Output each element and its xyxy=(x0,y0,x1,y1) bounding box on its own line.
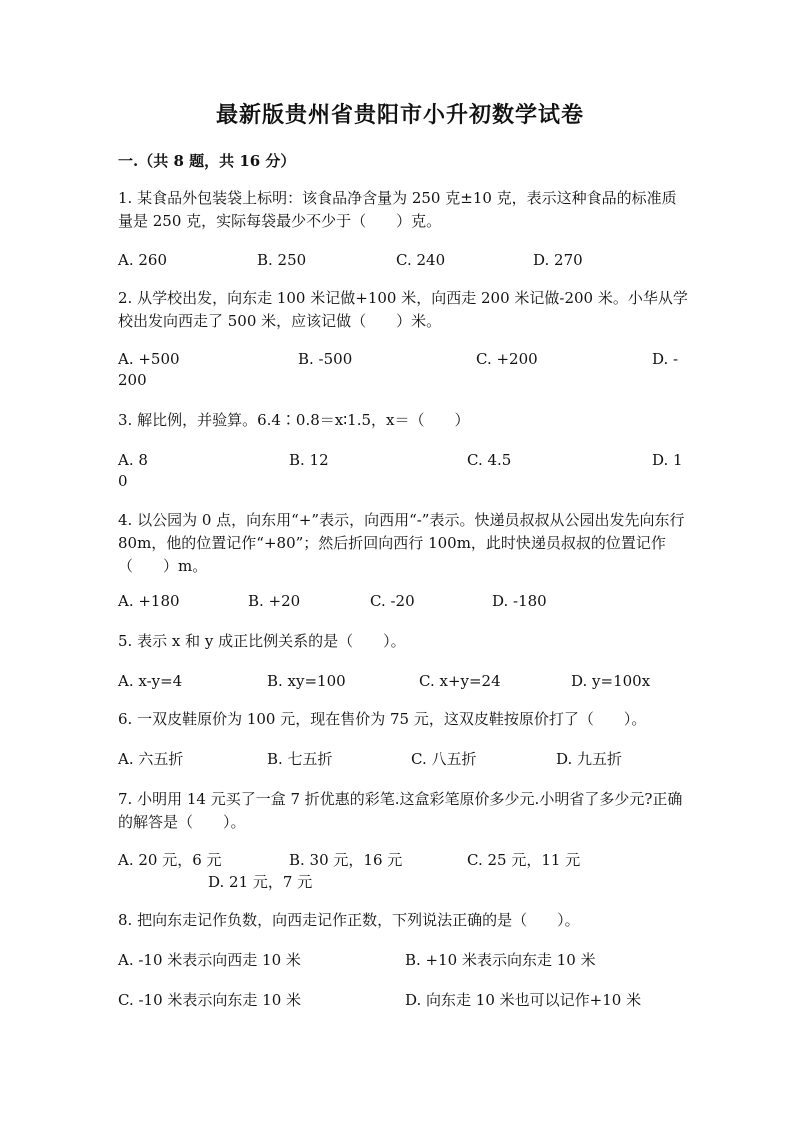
option-d: D. 270 xyxy=(533,251,583,269)
option-d: D. 1 xyxy=(652,451,683,469)
option-b: B. -500 xyxy=(298,350,353,368)
option-c: C. +200 xyxy=(476,350,538,368)
option-d: D. -180 xyxy=(492,592,547,610)
option-d-continued: 200 xyxy=(118,371,147,389)
option-a: A. -10 米表示向西走 10 米 xyxy=(118,951,301,969)
option-a: A. 8 xyxy=(118,451,148,469)
option-a: A. +500 xyxy=(118,350,180,368)
option-c: C. 4.5 xyxy=(467,451,512,469)
section-heading: 一.（共 8 题，共 16 分） xyxy=(118,152,296,170)
option-a: A. x-y=4 xyxy=(118,672,183,690)
question-stem: 5. 表示 x 和 y 成正比例关系的是（ ）。 xyxy=(118,632,406,650)
option-a: A. 六五折 xyxy=(118,750,184,768)
option-b: B. 250 xyxy=(257,251,307,269)
option-b: B. 七五折 xyxy=(267,750,333,768)
question-stem: 3. 解比例，并验算。6.4∶0.8＝x∶1.5，x＝（ ） xyxy=(118,411,470,429)
option-b: B. 12 xyxy=(289,451,329,469)
option-c: C. 240 xyxy=(396,251,446,269)
option-b: B. 30 元，16 元 xyxy=(289,851,403,869)
option-c: C. x+y=24 xyxy=(419,672,501,690)
option-d-continued: 0 xyxy=(118,472,128,490)
option-c: C. 八五折 xyxy=(411,750,477,768)
option-d: D. 向东走 10 米也可以记作+10 米 xyxy=(405,991,642,1009)
option-b: B. xy=100 xyxy=(267,672,346,690)
question-stem: 7. 小明用 14 元买了一盒 7 折优惠的彩笔.这盒彩笔原价多少元.小明省了多少元?正确的解答是（ ）。 xyxy=(118,790,683,831)
option-c: C. -10 米表示向东走 10 米 xyxy=(118,991,302,1009)
question-stem: 4. 以公园为 0 点，向东用“+”表示，向西用“-”表示。快递员叔叔从公园出发先向东行 80m，他的位置记作“+80”；然后折回向西行 100m，此时快递员叔叔的位置记作（ ）m。 xyxy=(118,511,685,575)
question-stem: 1. 某食品外包装袋上标明：该食品净含量为 250 克±10 克，表示这种食品的标准质量是 250 克，实际每袋最少不少于（ ）克。 xyxy=(118,189,677,230)
option-a: A. 20 元，6 元 xyxy=(118,851,222,869)
option-c: C. 25 元，11 元 xyxy=(467,851,581,869)
option-c: C. -20 xyxy=(370,592,415,610)
option-d: D. 九五折 xyxy=(556,750,623,768)
option-a: A. +180 xyxy=(118,592,180,610)
option-d: D. 21 元，7 元 xyxy=(208,873,313,891)
question-stem: 8. 把向东走记作负数，向西走记作正数，下列说法正确的是（ ）。 xyxy=(118,911,580,929)
option-a: A. 260 xyxy=(118,251,167,269)
option-d: D. y=100x xyxy=(571,672,651,690)
question-stem: 6. 一双皮鞋原价为 100 元，现在售价为 75 元，这双皮鞋按原价打了（ ）。 xyxy=(118,710,647,728)
option-d: D. - xyxy=(652,350,679,368)
question-stem: 2. 从学校出发，向东走 100 米记做+100 米，向西走 200 米记做-200 米。小华从学校出发向西走了 500 米，应该记做（ ）米。 xyxy=(118,289,688,330)
option-b: B. +10 米表示向东走 10 米 xyxy=(405,951,596,969)
option-b: B. +20 xyxy=(248,592,301,610)
page-title: 最新版贵州省贵阳市小升初数学试卷 xyxy=(215,102,584,128)
